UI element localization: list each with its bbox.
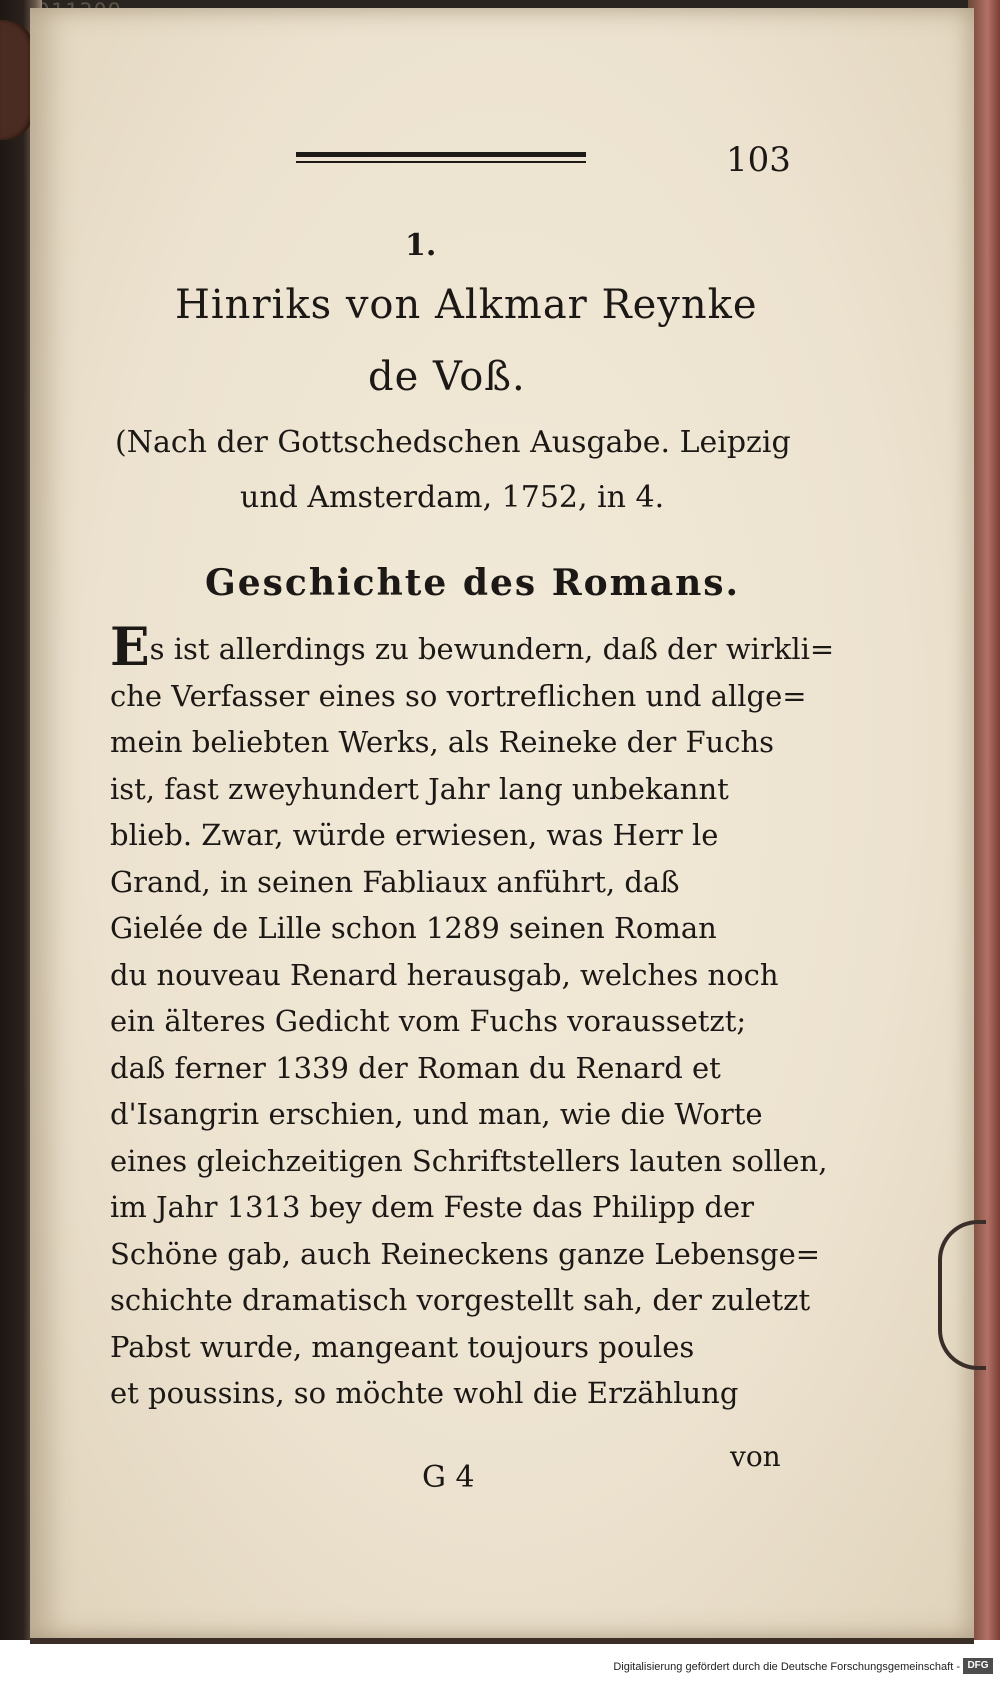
header-rule [296,152,586,157]
footer-attribution: Digitalisierung gefördert durch die Deutsche Forschungsgemeinschaft - [613,1661,960,1673]
body-line: blieb. Zwar, würde erwiesen, was Herr le [110,818,719,852]
title-line-1: Hinriks von Alkmar Reynke [175,282,758,328]
page-number: 103 [726,140,791,180]
body-line: che Verfasser eines so vortreflichen und allge= [110,678,807,713]
body-line: daß ferner 1339 der Roman du Renard et [110,1050,721,1085]
body-line: d'Isangrin erschien, und man, wie die Worte [110,1097,763,1131]
body-line: ein älteres Gedicht vom Fuchs voraussetzt; [110,1004,747,1038]
section-heading: Geschichte des Romans. [205,562,741,604]
body-line-text: s ist allerdings zu bewundern, daß der wirkli= [149,632,835,666]
body-line: eines gleichzeitigen Schriftstellers lauten sollen, [110,1143,828,1178]
book-clip-left [0,20,34,140]
body-line: Pabst wurde, mangeant toujours poules [110,1329,695,1364]
catchword: von [730,1440,781,1473]
book-clip-right [938,1220,986,1370]
drop-cap: E [110,617,150,678]
body-line: mein beliebten Werks, als Reineke der Fuchs [110,725,775,759]
body-line: im Jahr 1313 bey dem Feste das Philipp der [110,1190,754,1224]
title-line-2: de Voß. [368,354,526,400]
section-number: 1. [405,228,437,263]
body-line: Grand, in seinen Fabliaux anführt, daß [110,864,680,899]
body-line: schichte dramatisch vorgestellt sah, der zuletzt [110,1283,811,1317]
body-line: du nouveau Renard herausgab, welches noch [110,957,779,992]
body-line: Gielée de Lille schon 1289 seinen Roman [110,911,717,945]
body-text [110,617,835,1417]
header-rule-thin [296,161,586,163]
subtitle-line-2: und Amsterdam, 1752, in 4. [240,480,665,515]
subtitle-line-1: (Nach der Gottschedschen Ausgabe. Leipzig [115,425,791,460]
dfg-logo: DFG [963,1658,993,1674]
signature-mark: G 4 [422,1460,475,1495]
body-line: Schöne gab, auch Reineckens ganze Lebensge= [110,1236,821,1271]
body-line: ist, fast zweyhundert Jahr lang unbekannt [110,771,729,806]
body-line: et poussins, so möchte wohl die Erzählung [110,1376,739,1410]
body-line [110,617,835,678]
